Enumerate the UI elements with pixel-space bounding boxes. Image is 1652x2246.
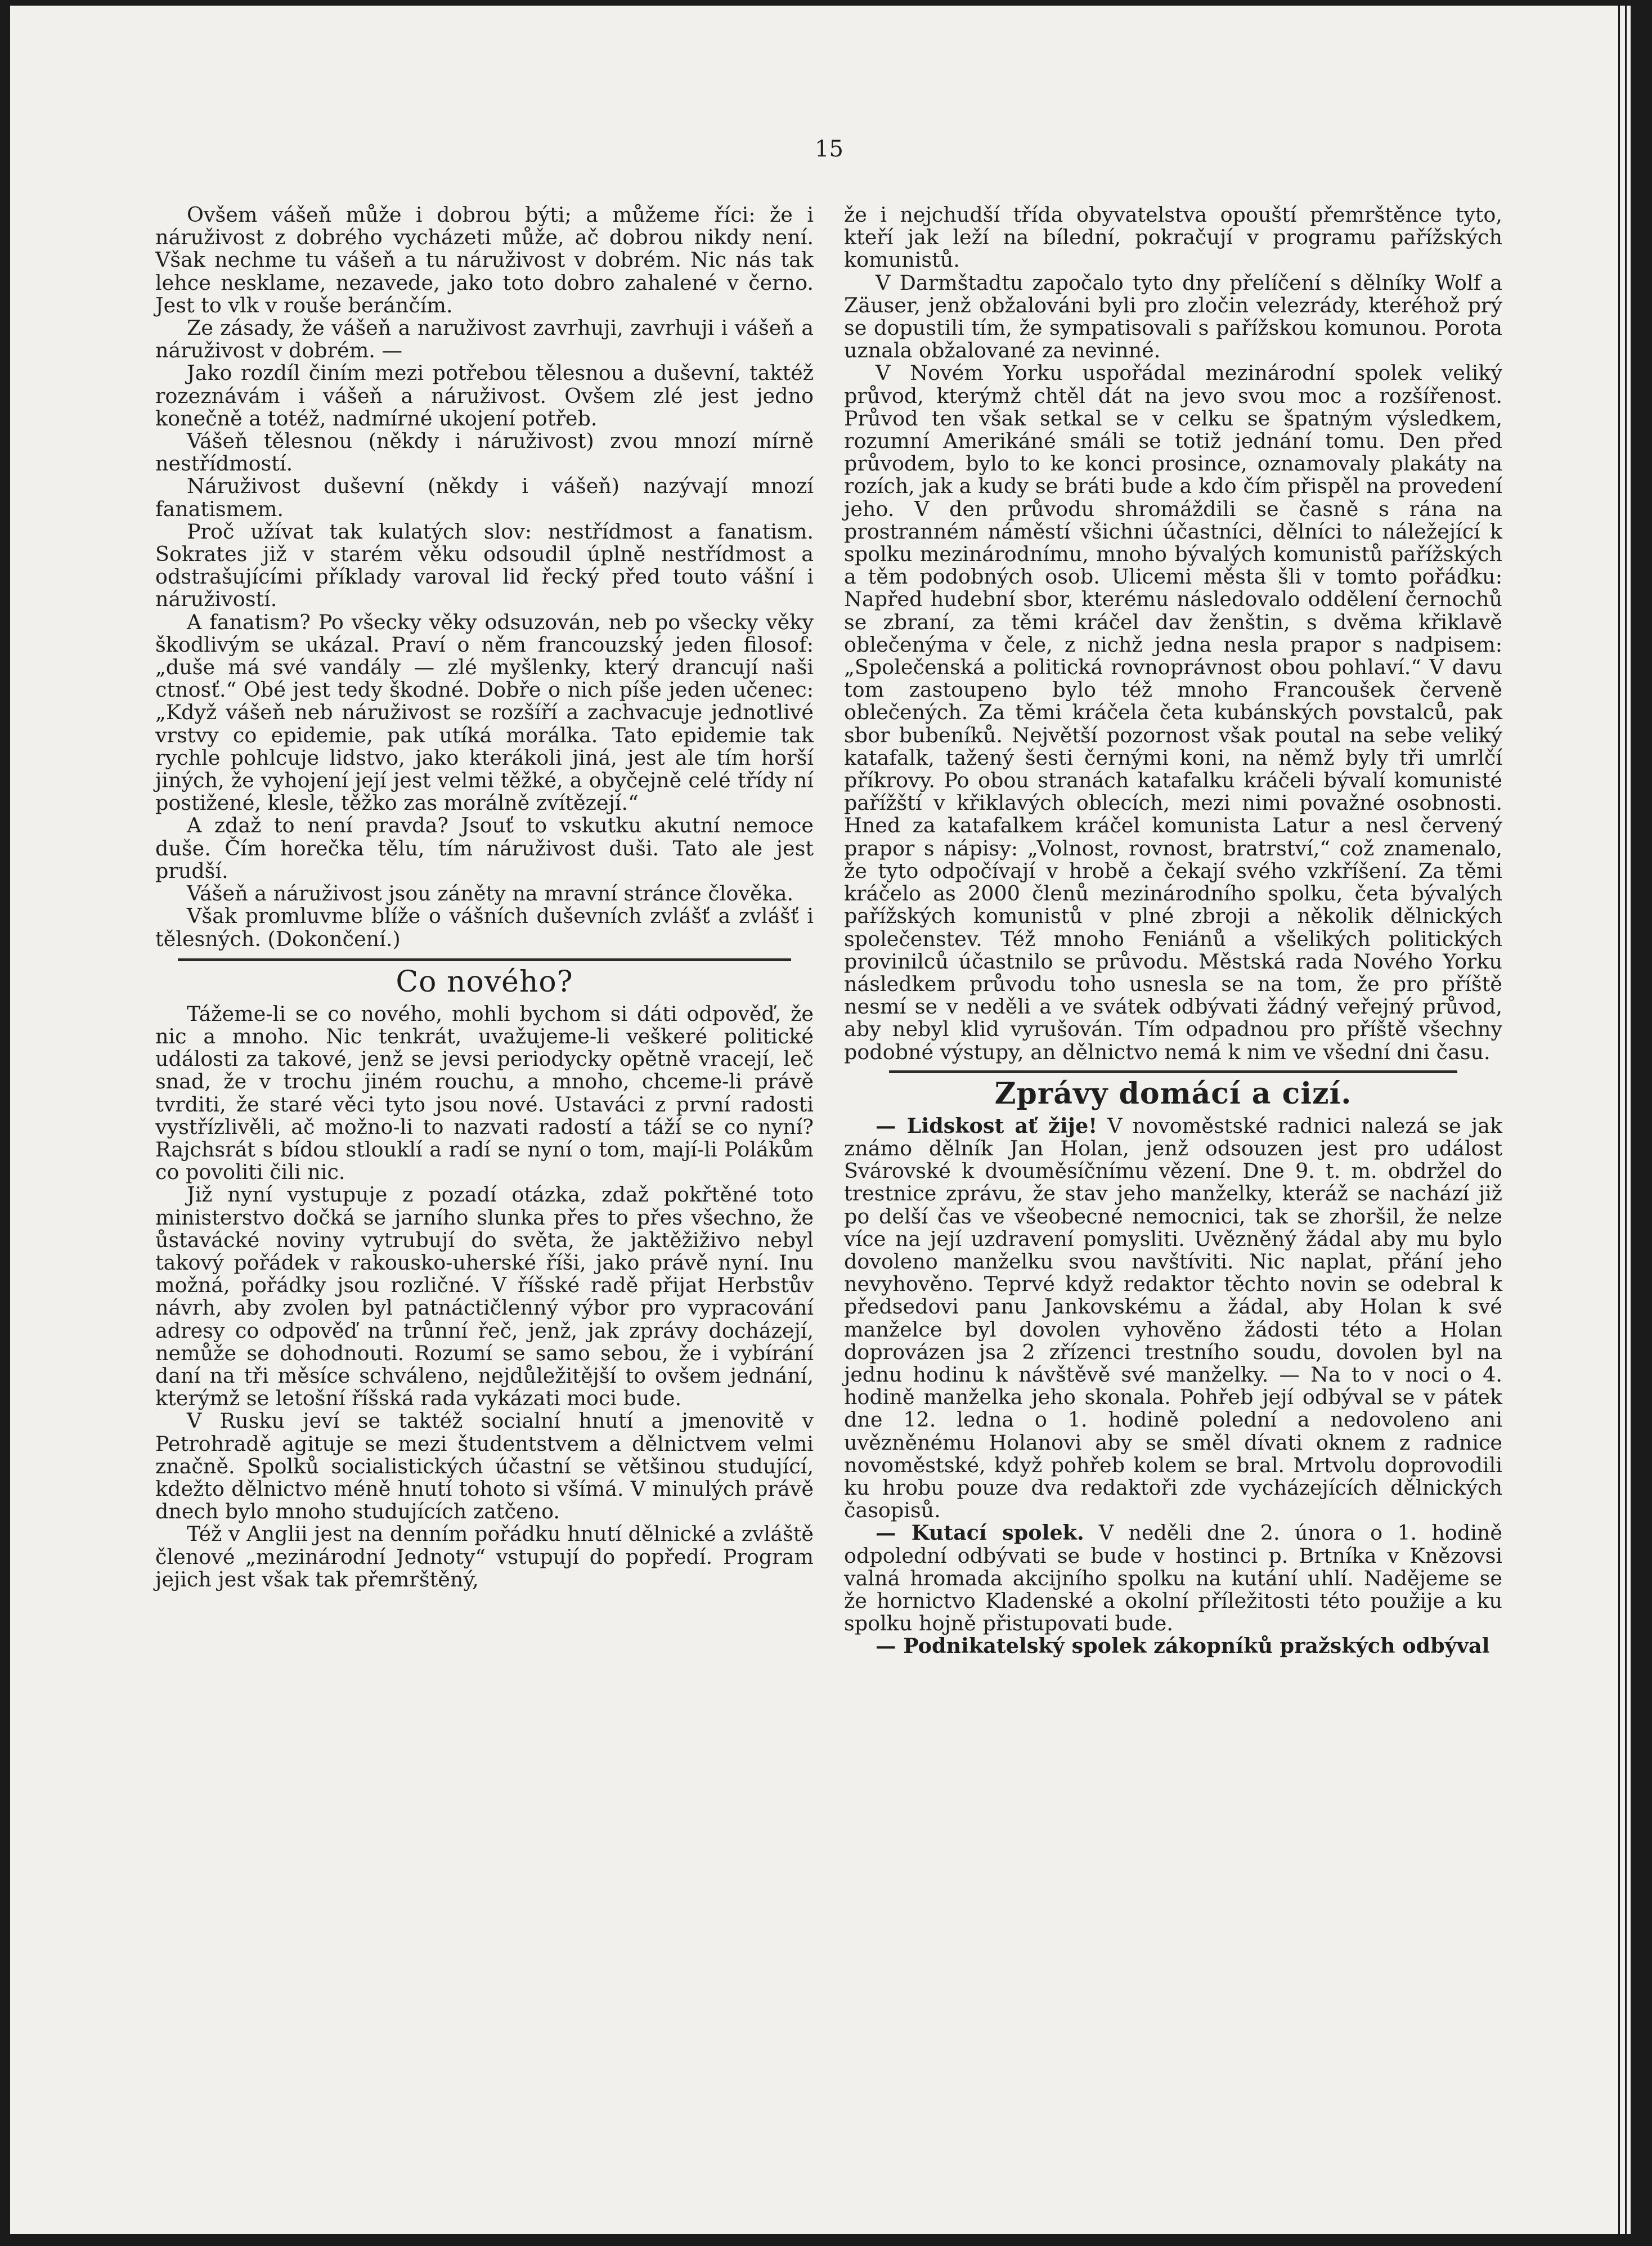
- paragraph: A fanatism? Po všecky věky odsuzován, neb po všecky věky škodlivým se ukázal. Praví o něm francouzský jeden filosof: „duše má své vandály — zlé myšlenky, který drancují naši ctnosť.“ Obé jest tedy škodné. Dobře o nich píše jeden učenec: „Když vášeň neb náruživost se rozšíří a zachvacuje jednotlivé vrstvy co epidemie, pak utíká morálka. Tato epidemie tak rychle pohlcuje lidstvo, jako kterákoli jiná, jest ale tím horší jiných, že vyhojení její jest velmi těžké, a obyčejně celé třídy ní postižené, klesle, těžko zas morálně zvítězejí.“: [155, 609, 814, 815]
- news-item-text: V novoměstské radnici nalezá se jak známo dělník Jan Holan, jenž odsouzen jest pro událost Svárovské k dvouměsíčnímu vězení. Dne 9. t. m. obdržel do trestnice zprávu, že stav jeho manželky, kteráž se nachází již po delší čas ve všeobecné nemocnici, tak se zhoršil, že nelze více na její uzdravení pomysliti. Uvězněný žádal aby mu bylo dovoleno manželku svou navštíviti. Nic naplat, přání jeho nevyhověno. Teprvé když redaktor těchto novin se odebral k předsedovi panu Jankovskému a žádal, aby Holan k své manželce byl dovolen vyhověno žádosti této a Holan doprovázen jsa 2 zřízenci trestního soudu, dovolen byl na jednu hodinu k návštěvě své manželky. — Na to v noci o 4. hodině manželka jeho skonala. Pohřeb její odbýval se v pátek dne 12. ledna o 1. hodině polední a nedovoleno ani uvězněnému Holanovi aby se směl dívati oknem z radnice novoměstské, když pohřeb kolem se bral. Mrtvolu doprovodili ku hrobu pouze dva redaktoři zde vycházejících dělnických časopisů.: [844, 1113, 1502, 1523]
- page-number: 15: [815, 136, 843, 162]
- news-item: [844, 1522, 1502, 1635]
- news-item: [844, 1115, 1502, 1522]
- newspaper-page: [10, 6, 1631, 2234]
- paragraph: Proč užívat tak kulatých slov: nestřídmost a fanatism. Sokrates již v starém věku odsoudil úplně nestřídmost a odstrašujícími příklady varoval lid řecký před touto vášní i náruživostí.: [155, 519, 814, 612]
- right-column: [844, 204, 1502, 1658]
- paragraph: A zdaž to není pravda? Jsouť to vskutku akutní nemoce duše. Čím horečka tělu, tím náruživost duši. Tato ale jest prudší.: [155, 813, 814, 883]
- section-title-zpravy: Zprávy domácí a cizí.: [994, 1076, 1352, 1111]
- news-item: [844, 1635, 1502, 1657]
- paragraph: že i nejchudší třída obyvatelstva opouští přemrštěnce tyto, kteří jak leží na bílední, pokračují v programu pařížských komunistů.: [844, 203, 1502, 272]
- paragraph: Vášeň a náruživost jsou záněty na mravní stránce člověka.: [187, 881, 794, 906]
- section-divider: [889, 1070, 1457, 1073]
- paragraph: V Rusku jeví se taktéž socialní hnutí a jmenovitě v Petrohradě agituje se mezi študentstvem a dělnictvem velmi značně. Spolků socialistických účastní se většinou studující, kdežto dělnictvo méně hnutí tohoto si všímá. V minulých právě dnech bylo mnoho studujících zatčeno.: [155, 1409, 814, 1524]
- scan-edge-line: [1618, 6, 1620, 2234]
- section-title-co-noveho: Co nového?: [396, 965, 573, 999]
- news-item-title: — Podnikatelský spolek zákopníků pražských odbýval: [876, 1634, 1490, 1658]
- section-divider: [178, 958, 791, 961]
- paragraph: V Darmštadtu započalo tyto dny přelíčení s dělníky Wolf a Zäuser, jenž obžalováni byli pro zločin velezrády, kteréhož prý se dopustili tím, že sympatisovali s pařížskou komunou. Porota uznala obžalované za nevinné.: [844, 270, 1502, 363]
- news-item-title: — Lidskost ať žije!: [876, 1113, 1098, 1138]
- paragraph: Náruživost duševní (někdy i vášeň) nazývají mnozí fanatismem.: [155, 474, 814, 521]
- news-item-text: V neděli dne 2. února o 1. hodině odpolední odbývati se bude v hostinci p. Brtníka v Knězovsi valná hromada akcijního spolku na kutání uhlí. Nadějeme se že hornictvo Kladenské a okolní příležitosti této použije a ku spolku hojně přistupovati bude.: [844, 1521, 1502, 1636]
- paragraph: Však promluvme blíže o vášních duševních zvlášť a zvlášť i tělesných. (Dokončení.): [155, 904, 814, 951]
- paragraph: V Novém Yorku uspořádal mezinárodní spolek veliký průvod, kterýmž chtěl dát na jevo svou moc a rozšířenost. Průvod ten však setkal se v celku se špatným výsledkem, rozumní Amerikáné smáli se totiž jednání tomu. Den před průvodem, bylo to ke konci prosince, oznamovaly plakáty na rozích, jak a kudy se bráti bude a kdo čím přispěl na provedení jeho. V den průvodu shromáždili se časně s rána na prostranném náměstí všichni účastníci, dělníci to náležející k spolku mezinárodnímu, mnoho bývalých komunistů pařížských a těm podobných osob. Ulicemi města šli v tomto pořádku: Napřed hudební sbor, kterému následovalo oddělení černochů se zbraní, za těmi kráčel dav ženštin, s dvěma křiklavě oblečenýma v čele, z nichž jedna nesla prapor s nadpisem: „Společenská a politická rovnoprávnost obou pohlaví.“ V davu tom zastoupeno bylo též mnoho Francoušek červeně oblečených. Za těmi kráčela četa kubánských povstalců, pak sbor bubeníků. Největší pozornost však poutal na sebe veliký katafalk, tažený šesti černými koni, na němž byly tři umrlčí příkrovy. Po obou stranách katafalku kráčeli bývalí komunisté pařížští v křiklavých oblecích, mezi nimi považné osobnosti. Hned za katafalkem kráčel komunista Latur a nesl červený prapor s nápisy: „Volnost, rovnost, bratrství,“ což znamenalo, že tyto odpočívají v hrobě a čekají svého vzkříšení. Za těmi kráčelo as 2000 členů mezinárodního spolku, četa bývalých pařížských komunistů v plné zbroji a několik dělnických společenstev. Též mnoho Feniánů a všelikých politických provinilců účastnilo se průvodu. Městská rada Nového Yorku následkem průvodu toho usnesla se na tom, že pro příště nesmí se v neděli a ve svátek odbývati žádný veřejný průvod, aby nebyl klid vyrušován. Tím odpadnou pro příště všechny podobné výstupy, an dělnictvo nemá k nim ve všední dni času.: [844, 361, 1502, 1064]
- paragraph: Ze zásady, že vášeň a naruživost zavrhuji, zavrhuji i vášeň a náruživost v dobrém. —: [155, 316, 814, 363]
- scan-edge-line: [1625, 6, 1627, 2234]
- news-item-title: — Kutací spolek.: [876, 1521, 1084, 1545]
- paragraph: Vášeň tělesnou (někdy i náruživost) zvou mnozí mírně nestřídmostí.: [155, 429, 814, 476]
- paragraph: Jako rozdíl činím mezi potřebou tělesnou a duševní, taktéž rozeznávám i vášeň a náruživost. Ovšem zlé jest jedno konečně a totéž, nadmírné ukojení potřeb.: [155, 361, 814, 431]
- paragraph: Tážeme-li se co nového, mohli bychom si dáti odpověď, že nic a mnoho. Nic tenkrát, uvažujeme-li veškeré politické události za takové, jenž se jevsi periodycky opětně vracejí, leč snad, že v trochu jiném rouchu, a mnoho, chceme-li právě tvrditi, že staré věci tyto jsou nové. Ustaváci z první radosti vystřízlivěli, ač možno-li to nazvati radostí a táží se co nyní? Rajchsrát s bídou stlouklí a radí se nyní o tom, mají-li Polákům co povoliti čili nic.: [155, 1001, 814, 1185]
- paragraph: Již nyní vystupuje z pozadí otázka, zdaž pokřtěné toto ministerstvo dočká se jarního slunka přes to přes všechno, že ůstavácké noviny vytrubují do světa, že jaktěžiživo nebyl takový pořádek v rakousko-uherské říši, jako právě nyní. Inu možná, pořádky jsou rozličné. V říšské radě přijat Herbstův návrh, aby zvolen byl patnáctičlenný výbor pro vypracování adresy co odpověď na trůnní řeč, jenž, jak zprávy docházejí, nemůže se dohodnouti. Rozumí se samo sebou, že i vybírání daní na tři měsíce schváleno, nejdůležitější to ovšem jednání, kterýmž se letošní říšská rada vykázati moci bude.: [155, 1182, 814, 1411]
- left-column: [155, 204, 814, 1591]
- paragraph: Též v Anglii jest na denním pořádku hnutí dělnické a zvláště členové „mezinárodní Jednoty“ vstupují do popředí. Program jejich jest však tak přemrštěný,: [155, 1522, 814, 1592]
- paragraph: Ovšem vášeň může i dobrou býti; a můžeme říci: že i náruživost z dobrého vycházeti může, ač dobrou nikdy není. Však nechme tu vášeň a tu náruživost v dobrém. Nic nás tak lehce nesklame, nezavede, jako toto dobro zahalené v černo. Jest to vlk v rouše beránčím.: [155, 203, 814, 317]
